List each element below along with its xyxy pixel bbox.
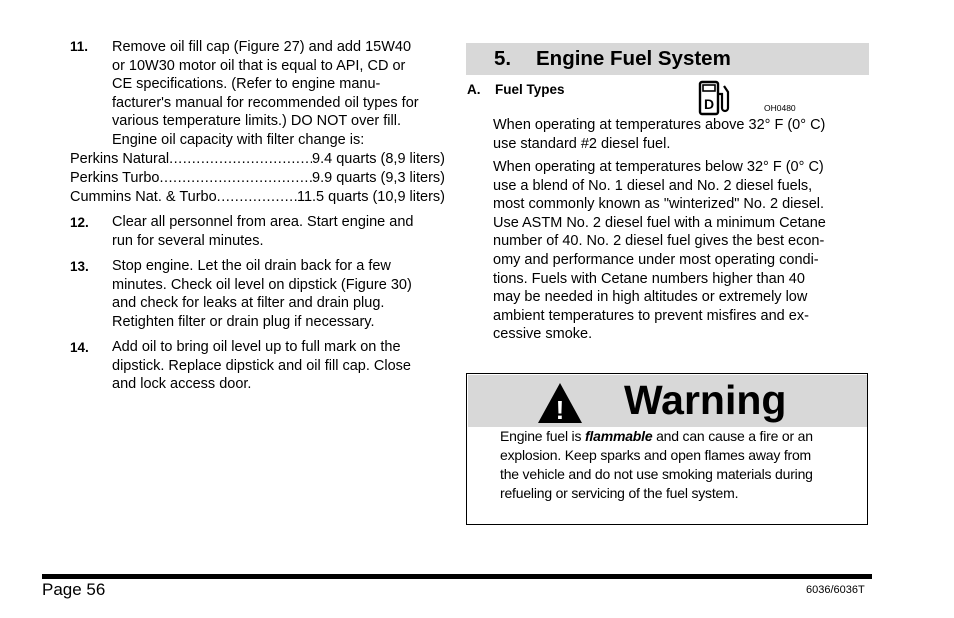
dot-leader bbox=[159, 169, 312, 188]
text-line: minutes. Check oil level on dipstick (Figure 30) bbox=[112, 276, 412, 293]
text-span: Engine fuel is bbox=[500, 428, 585, 444]
capacity-row bbox=[70, 169, 445, 188]
text-line: may be needed in high altitudes or extremely low bbox=[493, 289, 808, 306]
warning-title: Warning bbox=[624, 377, 787, 423]
text-line: Clear all personnel from area. Start engine and bbox=[112, 214, 414, 230]
capacity-row bbox=[70, 150, 445, 169]
text-line: omy and performance under most operating condi- bbox=[493, 251, 819, 268]
fuel-pump-icon bbox=[697, 80, 733, 116]
step-12-text bbox=[112, 213, 413, 250]
dot-leader bbox=[217, 188, 297, 207]
fuel-paragraph-2 bbox=[493, 158, 826, 344]
text-line: When operating at temperatures below 32° F (0° C) bbox=[493, 159, 824, 175]
text-line bbox=[500, 427, 813, 446]
capacity-engine: Cummins Nat. & Turbo bbox=[70, 189, 217, 205]
capacity-engine: Perkins Natural bbox=[70, 151, 170, 167]
text-line: number of 40. No. 2 diesel fuel gives the best econ- bbox=[493, 233, 825, 250]
text-line: dipstick. Replace dipstick and oil fill cap. Close bbox=[112, 357, 411, 374]
text-line: When operating at temperatures above 32° F (0° C) bbox=[493, 117, 826, 133]
text-line: ambient temperatures to prevent misfires and ex- bbox=[493, 307, 809, 324]
warning-header bbox=[468, 375, 867, 427]
capacity-engine: Perkins Turbo bbox=[70, 170, 160, 186]
text-line: Add oil to bring oil level up to full mark on the bbox=[112, 339, 401, 355]
text-line: refueling or servicing of the fuel system. bbox=[500, 485, 739, 501]
section-title: Engine Fuel System bbox=[536, 47, 731, 70]
text-line: tions. Fuels with Cetane numbers higher than 40 bbox=[493, 270, 805, 287]
step-13-text bbox=[112, 257, 412, 331]
text-line: Engine oil capacity with filter change is: bbox=[112, 131, 365, 148]
section-header bbox=[466, 43, 869, 75]
text-line: the vehicle and do not use smoking materials during bbox=[500, 466, 813, 482]
text-line: facturer's manual for recommended oil types for bbox=[112, 94, 419, 111]
footer-rule bbox=[42, 574, 872, 579]
page-number: Page 56 bbox=[42, 580, 106, 599]
step-11-text bbox=[112, 38, 419, 150]
text-line: most commonly known as "winterized" No. 2 diesel. bbox=[493, 196, 825, 213]
capacity-row bbox=[70, 188, 445, 207]
text-line: use standard #2 diesel fuel. bbox=[493, 135, 671, 152]
capacity-value: 9.4 quarts (8,9 liters) bbox=[312, 151, 445, 167]
dot-leader bbox=[169, 150, 312, 169]
subsection-title: Fuel Types bbox=[495, 82, 565, 97]
warning-body bbox=[500, 427, 813, 503]
step-12-number: 12. bbox=[70, 215, 89, 230]
text-line: Stop engine. Let the oil drain back for a few bbox=[112, 258, 391, 274]
text-line: and lock access door. bbox=[112, 376, 252, 393]
text-line: CE specifications. (Refer to engine manu- bbox=[112, 76, 381, 93]
text-line: run for several minutes. bbox=[112, 232, 264, 249]
warning-triangle-symbol: ! bbox=[555, 395, 565, 425]
text-line: and check for leaks at filter and drain plug. bbox=[112, 295, 385, 312]
step-14-text bbox=[112, 338, 411, 394]
oil-capacity-table bbox=[70, 150, 445, 207]
section-number: 5. bbox=[494, 47, 512, 70]
step-13-number: 13. bbox=[70, 259, 89, 274]
text-line: Retighten filter or drain plug if necessary. bbox=[112, 313, 375, 330]
text-line: use a blend of No. 1 diesel and No. 2 diesel fuels, bbox=[493, 177, 813, 194]
capacity-value: 11.5 quarts (10,9 liters) bbox=[296, 189, 445, 205]
fuel-paragraph-1 bbox=[493, 116, 825, 153]
warning-emphasis: flammable bbox=[584, 428, 653, 444]
model-number: 6036/6036T bbox=[806, 584, 865, 596]
capacity-value: 9.9 quarts (9,3 liters) bbox=[312, 170, 445, 186]
text-line: or 10W30 motor oil that is equal to API, CD or bbox=[112, 57, 406, 74]
step-14-number: 14. bbox=[70, 340, 89, 355]
fuel-pump-letter: D bbox=[703, 96, 715, 112]
text-line: various temperature limits.) DO NOT over fill. bbox=[112, 113, 401, 130]
warning-triangle-icon bbox=[536, 381, 584, 425]
subsection-label: A. bbox=[467, 82, 481, 97]
step-11-number: 11. bbox=[70, 39, 89, 54]
text-line: Use ASTM No. 2 diesel fuel with a minimum Cetane bbox=[493, 214, 826, 231]
text-line: explosion. Keep sparks and open flames away from bbox=[500, 447, 812, 463]
text-line: Remove oil fill cap (Figure 27) and add 15W40 bbox=[112, 39, 412, 55]
figure-code: OH0480 bbox=[764, 103, 796, 113]
text-line: cessive smoke. bbox=[493, 326, 593, 343]
text-span: and can cause a fire or an bbox=[652, 428, 813, 444]
